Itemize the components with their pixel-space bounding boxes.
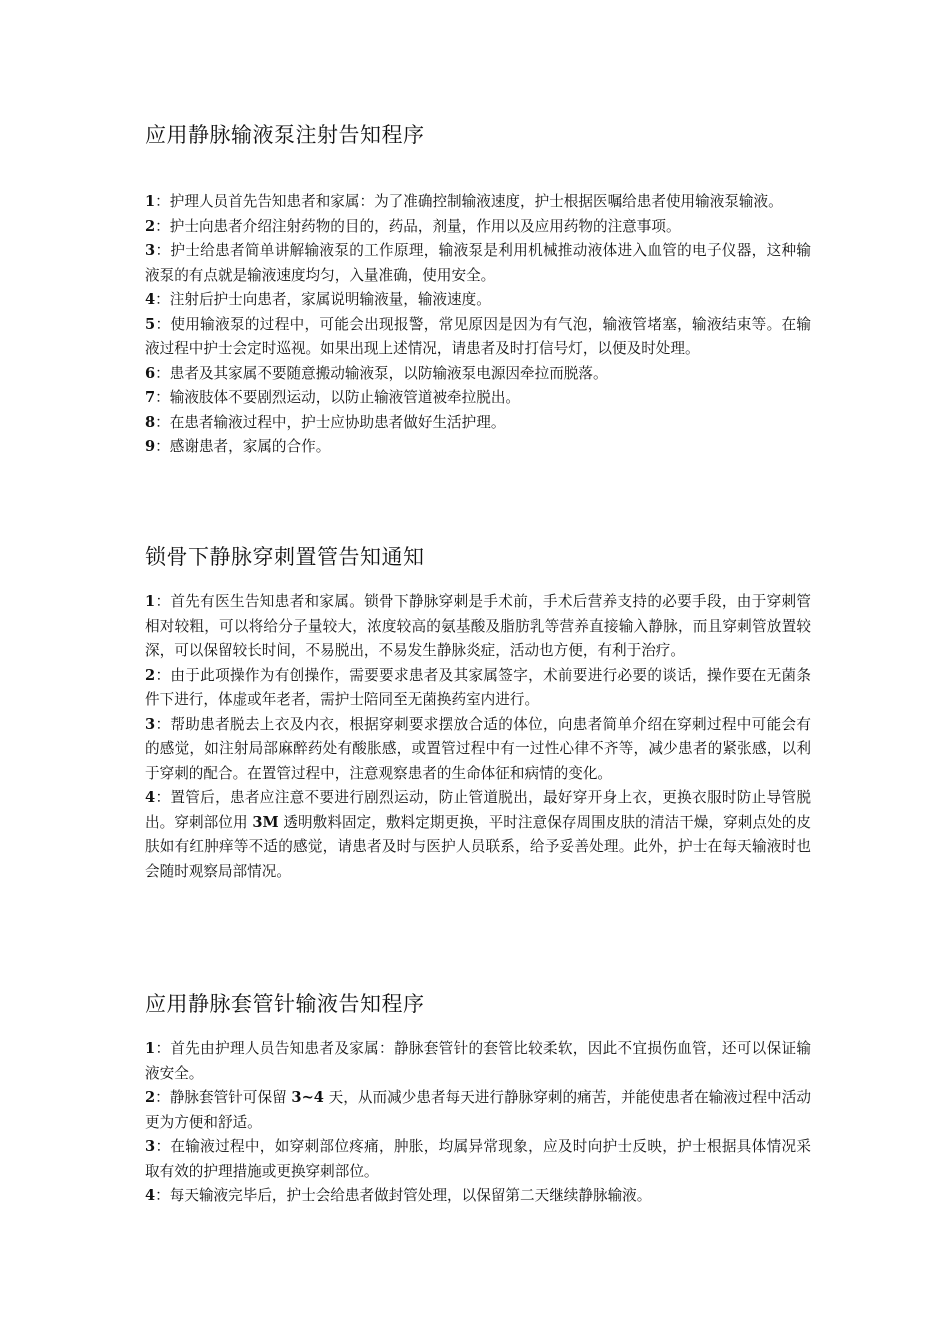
item-text: 护士给患者简单讲解输液泵的工作原理，输液泵是利用机械推动液体进入血管的电子仪器，这种输液泵的有点就是输液速度均匀，入量准确，使用安全。 [145, 242, 811, 284]
item-separator: ： [155, 1187, 170, 1204]
item-separator: ： [155, 315, 171, 333]
list-item [145, 1086, 811, 1135]
section-subclavian-catheter [145, 543, 811, 884]
list-item [145, 313, 811, 362]
item-number: 4 [145, 1187, 156, 1204]
list-item [145, 664, 811, 713]
item-number: 2 [145, 217, 156, 235]
item-number: 3 [145, 715, 156, 733]
list-item [145, 1184, 811, 1209]
item-separator: ： [155, 413, 170, 431]
section-infusion-pump [145, 121, 811, 460]
item-number: 1 [145, 1040, 156, 1057]
item-separator: ： [155, 593, 171, 610]
item-separator: ： [155, 389, 170, 406]
item-text: 透明敷料固定，敷料定期更换，平时注意保存周围皮肤的清洁干燥，穿刺点处的皮肤如有红肿痒等不适的感觉，请患者及时与医护人员联系，给予妥善处理。此外，护士在每天输液时也会随时观察局部情况。 [145, 813, 811, 880]
item-separator: ： [155, 193, 170, 210]
item-number: 4 [145, 291, 156, 308]
list-item [145, 215, 811, 240]
list-item [145, 713, 811, 787]
item-text: 首先由护理人员告知患者及家属：静脉套管针的套管比较柔软，因此不宜损伤血管，还可以保证输液安全。 [145, 1040, 811, 1082]
item-number: 1 [145, 193, 156, 210]
item-list [145, 590, 811, 884]
item-separator: ： [155, 666, 171, 684]
item-text: 护理人员首先告知患者和家属：为了准确控制输液速度，护士根据医嘱给患者使用输液泵输液。 [169, 193, 783, 210]
section-title: 锁骨下静脉穿刺置管告知通知 [145, 545, 425, 569]
list-item [145, 590, 811, 664]
list-item [145, 1037, 811, 1086]
list-item [145, 288, 811, 313]
list-item [145, 239, 811, 288]
item-list [145, 1037, 811, 1209]
item-separator: ： [155, 1040, 171, 1057]
item-number: 9 [145, 438, 156, 455]
item-text: 天，从而减少患者每天进行静脉穿刺的痛苦，并能使患者在输液过程中活动更为方便和舒适。 [145, 1089, 811, 1131]
list-item [145, 411, 811, 436]
item-emphasis: 3M [252, 813, 279, 831]
item-number: 2 [145, 666, 156, 684]
item-separator: ： [155, 789, 171, 806]
item-text: 在患者输液过程中，护士应协助患者做好生活护理。 [169, 413, 506, 431]
item-separator: ： [155, 217, 170, 235]
list-item [145, 786, 811, 884]
list-item [145, 435, 811, 460]
item-separator: ： [155, 715, 171, 733]
item-separator: ： [155, 1089, 170, 1106]
section-iv-cannula [145, 990, 811, 1209]
item-text: 感谢患者，家属的合作。 [169, 438, 331, 455]
section-title: 应用静脉套管针输液告知程序 [145, 992, 425, 1016]
item-emphasis: 3~4 [291, 1089, 324, 1106]
item-separator: ： [155, 242, 171, 259]
item-number: 7 [145, 389, 156, 406]
item-text: 静脉套管针可保留 [169, 1089, 292, 1106]
item-text: 置管后，患者应注意不要进行剧烈运动，防止管道脱出，最好穿开身上衣，更换衣服时防止导管脱出。穿刺部位用 [145, 789, 811, 831]
item-number: 2 [145, 1089, 156, 1106]
item-number: 1 [145, 593, 156, 610]
list-item [145, 1135, 811, 1184]
item-number: 4 [145, 789, 156, 806]
item-text: 由于此项操作为有创操作，需要要求患者及其家属签字，术前要进行必要的谈话，操作要在无菌条件下进行，体虚或年老者，需护士陪同至无菌换药室内进行。 [145, 666, 811, 708]
section-title: 应用静脉输液泵注射告知程序 [145, 123, 425, 147]
list-item [145, 190, 811, 215]
item-number: 3 [145, 242, 156, 259]
item-number: 6 [145, 364, 156, 382]
item-separator: ： [155, 438, 170, 455]
item-text: 患者及其家属不要随意搬动输液泵，以防输液泵电源因牵拉而脱落。 [169, 364, 608, 382]
item-text: 帮助患者脱去上衣及内衣，根据穿刺要求摆放合适的体位，向患者简单介绍在穿刺过程中可能会有的感觉，如注射局部麻醉药处有酸胀感，或置管过程中有一过性心律不齐等，减少患者的紧张感，以利于穿刺的配合。在置管过程中，注意观察患者的生命体征和病情的变化。 [145, 715, 811, 782]
item-text: 注射后护士向患者，家属说明输液量，输液速度。 [169, 291, 491, 308]
item-number: 5 [145, 315, 156, 333]
item-text: 护士向患者介绍注射药物的目的，药品，剂量，作用以及应用药物的注意事项。 [169, 217, 681, 235]
item-text: 每天输液完毕后，护士会给患者做封管处理，以保留第二天继续静脉输液。 [169, 1187, 652, 1204]
item-text: 首先有医生告知患者和家属。锁骨下静脉穿刺是手术前，手术后营养支持的必要手段，由于穿刺管相对较粗，可以将给分子量较大，浓度较高的氨基酸及脂肪乳等营养直接输入静脉，而且穿刺管放置较深，可以保留较长时间，不易脱出，不易发生静脉炎症，活动也方便，有利于治疗。 [145, 593, 811, 659]
item-list [145, 190, 811, 460]
item-text: 输液肢体不要剧烈运动，以防止输液管道被牵拉脱出。 [169, 389, 521, 406]
list-item [145, 386, 811, 411]
item-separator: ： [155, 364, 170, 382]
item-number: 8 [145, 413, 156, 431]
item-separator: ： [155, 291, 170, 308]
item-text: 在输液过程中，如穿刺部位疼痛，肿胀，均属异常现象，应及时向护士反映，护士根据具体情况采取有效的护理措施或更换穿刺部位。 [145, 1138, 811, 1180]
item-number: 3 [145, 1138, 156, 1155]
list-item [145, 362, 811, 387]
item-text: 使用输液泵的过程中，可能会出现报警，常见原因是因为有气泡，输液管堵塞，输液结束等。在输液过程中护士会定时巡视。如果出现上述情况，请患者及时打信号灯，以便及时处理。 [145, 315, 811, 357]
item-separator: ： [155, 1138, 171, 1155]
